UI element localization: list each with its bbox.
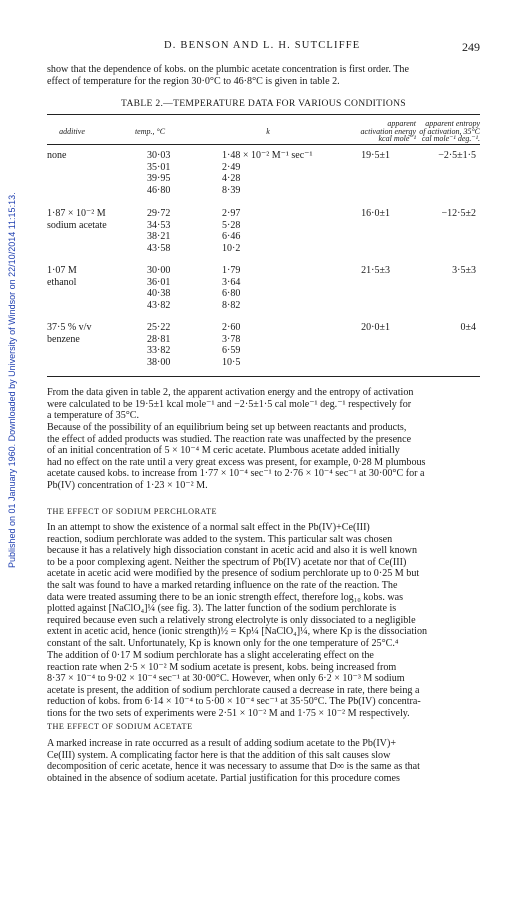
text-line: reduction of kobs. from 6·14 × 10⁻⁴ to 5·00 × 10⁻⁴ sec⁻¹ at 35·50°C. The Pb(IV) concentra- bbox=[47, 696, 421, 708]
cell-temp: 28·81 bbox=[147, 333, 171, 345]
text-line: to be a poor complexing agent. Neither the spectrum of Pb(IV) acetate nor that of Ce(III) bbox=[47, 556, 407, 568]
cell-k: 10·5 bbox=[222, 357, 241, 369]
text-line: were calculated to be 19·5±1 kcal mole⁻¹ and −2·5±1·5 cal mole⁻¹ deg.⁻¹ respectively for bbox=[47, 398, 412, 410]
text-line: obtained in the absence of sodium acetate. Partial justification for this procedure comes bbox=[47, 772, 400, 784]
cell-temp: 25·22 bbox=[147, 322, 171, 333]
cell-k: 8·82 bbox=[222, 300, 241, 312]
cell-temp: 30·00 bbox=[147, 265, 171, 276]
text-line: acetate in acetic acid were modified by the presence of sodium perchlorate up to 0·25 M but bbox=[47, 568, 420, 580]
cell-temp: 30·03 bbox=[147, 150, 171, 161]
paragraph-perchlorate-addition bbox=[47, 650, 480, 720]
text-line: a temperature of 35°C. bbox=[47, 410, 140, 422]
entropy-header-line: apparent entropy bbox=[425, 119, 480, 128]
text-line: had no effect on the rate until a very great excess was present, for example, 0·28 M plumbous bbox=[47, 456, 426, 468]
text-line: plotted against [NaClO₄]¼ (see fig. 3). The latter function of the sodium perchlorate is bbox=[47, 603, 397, 615]
col-header-entropy bbox=[416, 120, 480, 143]
energy-header-line: apparent bbox=[387, 119, 416, 128]
cell-k: 2·97 bbox=[222, 208, 241, 219]
cell-temp: 39·95 bbox=[147, 173, 171, 185]
running-header bbox=[46, 40, 480, 54]
cell-temp: 33·82 bbox=[147, 345, 171, 357]
cell-k: 2·60 bbox=[222, 322, 241, 333]
text-line: effect of temperature for the region 30·0°C to 46·8°C is given in table 2. bbox=[47, 75, 340, 87]
table-header-rule bbox=[47, 144, 480, 145]
cell-k: 6·59 bbox=[222, 345, 241, 357]
download-watermark: Published on 01 January 1960. Downloaded by University of Windsor on 22/10/2014 11:15:13. bbox=[7, 192, 17, 568]
text-line: acetate is present, the addition of sodium perchlorate caused a decrease in rate, there being a bbox=[47, 684, 420, 696]
section-heading-perchlorate: THE EFFECT OF SODIUM PERCHLORATE bbox=[47, 507, 218, 516]
paragraph-equilibrium bbox=[47, 422, 480, 492]
cell-k: 3·64 bbox=[222, 276, 241, 288]
text-line: 8·37 × 10⁻⁴ to 9·02 × 10⁻⁴ sec⁻¹ at 30·00°C. However, when only 6·2 × 10⁻³ M sodium bbox=[47, 673, 405, 685]
cell-activation-energy: 20·0±1 bbox=[361, 322, 390, 333]
cell-temp: 43·58 bbox=[147, 243, 171, 255]
cell-temp: 29·72 bbox=[147, 208, 171, 219]
col-header-k: k bbox=[266, 127, 270, 136]
table-top-rule bbox=[47, 114, 480, 115]
table-caption: TABLE 2.—TEMPERATURE DATA FOR VARIOUS CONDITIONS bbox=[121, 98, 406, 109]
cell-additive: 1·87 × 10⁻² M bbox=[47, 208, 106, 219]
header-authors: D. BENSON AND L. H. SUTCLIFFE bbox=[164, 40, 361, 51]
cell-temp: 38·21 bbox=[147, 231, 171, 243]
cell-activation-entropy: 0±4 bbox=[460, 322, 476, 333]
text-line: reaction rate when 2·5 × 10⁻² M sodium acetate is present, kobs. being increased from bbox=[47, 661, 397, 673]
cell-additive: sodium acetate bbox=[47, 219, 107, 231]
table-bottom-rule bbox=[47, 376, 480, 377]
text-line: extent in acetic acid, hence (ionic strength)½ = Kp¼ [NaClO₄]¼, where Kp is the dissociation bbox=[47, 626, 428, 638]
cell-additive: 1·07 M bbox=[47, 265, 77, 276]
cell-k: 4·28 bbox=[222, 173, 241, 185]
energy-header-line: activation energy bbox=[360, 126, 416, 136]
cell-k: 6·80 bbox=[222, 288, 241, 300]
cell-k: 10·2 bbox=[222, 243, 241, 255]
text-line: In an attempt to show the existence of a normal salt effect in the Pb(IV)+Ce(III) bbox=[47, 522, 370, 533]
cell-temp: 43·82 bbox=[147, 300, 171, 312]
cell-additive: benzene bbox=[47, 333, 80, 345]
text-line: acetate caused kobs. to increase from 1·77 × 10⁻⁴ sec⁻¹ to 2·76 × 10⁻⁴ sec⁻¹ at 30·00°C for a bbox=[47, 468, 425, 480]
text-line: A marked increase in rate occurred as a result of adding sodium acetate to the Pb(IV)+ bbox=[47, 738, 397, 749]
cell-additive: none bbox=[47, 150, 67, 161]
text-line: Because of the possibility of an equilibrium being set up between reactants and products, bbox=[47, 422, 407, 433]
text-line: Pb(IV) concentration of 1·23 × 10⁻² M. bbox=[47, 479, 208, 491]
text-line: the salt was found to have a marked retarding influence on the rate of the reaction. The bbox=[47, 579, 398, 591]
text-line: of an initial concentration of 5 × 10⁻⁴ M ceric acetate. Plumbous acetate added initially bbox=[47, 445, 400, 457]
section-heading-sodium-acetate: THE EFFECT OF SODIUM ACETATE bbox=[47, 722, 193, 731]
cell-activation-energy: 19·5±1 bbox=[361, 150, 390, 161]
cell-temp: 34·53 bbox=[147, 219, 171, 231]
entropy-header-line: cal mole⁻¹ deg.⁻¹. bbox=[421, 134, 480, 143]
cell-activation-entropy: −2·5±1·5 bbox=[438, 150, 476, 161]
cell-additive: 37·5 % v/v bbox=[47, 322, 92, 333]
cell-activation-energy: 16·0±1 bbox=[361, 208, 390, 219]
text-line: the effect of added products was studied. The reaction rate was unaffected by the presence bbox=[47, 433, 412, 445]
entropy-header-line: of activation, 35°C bbox=[419, 126, 480, 136]
text-line: show that the dependence of kobs. on the plumbic acetate concentration is first order. The bbox=[47, 64, 409, 75]
text-line: constant of the salt. Unfortunately, Kp is known only for the one temperature of 25°C.⁴ bbox=[47, 637, 399, 649]
cell-activation-energy: 21·5±3 bbox=[361, 265, 390, 276]
col-header-temp: temp., °C bbox=[134, 127, 166, 136]
text-line: The addition of 0·17 M sodium perchlorate has a slight accelerating effect on the bbox=[47, 650, 374, 661]
cell-k: 1·79 bbox=[222, 265, 241, 276]
cell-temp: 36·01 bbox=[147, 276, 171, 288]
cell-k: 5·28 bbox=[222, 219, 241, 231]
cell-k: 8·39 bbox=[222, 185, 241, 197]
cell-k: 1·48 × 10⁻² M⁻¹ sec⁻¹ bbox=[222, 150, 313, 161]
text-line: required because even such a relatively strong electrolyte is only dissociated to a negligible bbox=[47, 614, 416, 626]
cell-additive: ethanol bbox=[47, 276, 77, 288]
text-line: decomposition of ceric acetate, hence it was necessary to assume that D∞ is the same as that bbox=[47, 761, 420, 773]
text-line: data were treated assuming there to be an ionic strength effect, therefore log₁₀ kobs. was bbox=[47, 591, 404, 603]
paragraph-perchlorate bbox=[47, 522, 480, 650]
text-line: reaction, sodium perchlorate was added to the system. This particular salt was chosen bbox=[47, 533, 393, 545]
col-header-additive: additive bbox=[59, 127, 85, 136]
cell-temp: 38·00 bbox=[147, 357, 171, 369]
paragraph-sodium-acetate bbox=[47, 738, 480, 784]
text-line: Ce(III) system. A complicating factor here is that the addition of this salt causes slow bbox=[47, 749, 391, 761]
col-header-energy bbox=[330, 120, 416, 143]
paragraph-activation-summary bbox=[47, 387, 480, 422]
text-line: because it has a relatively high dissociation constant in acetic acid and also it is well known bbox=[47, 545, 417, 557]
cell-temp: 40·38 bbox=[147, 288, 171, 300]
text-line: From the data given in table 2, the apparent activation energy and the entropy of activation bbox=[47, 387, 414, 398]
cell-k: 2·49 bbox=[222, 161, 241, 173]
energy-header-line: kcal mole⁻¹ bbox=[378, 134, 416, 143]
page-number: 249 bbox=[462, 40, 480, 54]
cell-temp: 46·80 bbox=[147, 185, 171, 197]
cell-activation-entropy: −12·5±2 bbox=[441, 208, 476, 219]
text-line: tions for the two sets of experiments were 2·51 × 10⁻² M and 1·75 × 10⁻² M respectively. bbox=[47, 707, 410, 719]
cell-k: 3·78 bbox=[222, 333, 241, 345]
cell-k: 6·46 bbox=[222, 231, 241, 243]
cell-temp: 35·01 bbox=[147, 161, 171, 173]
cell-activation-entropy: 3·5±3 bbox=[452, 265, 476, 276]
intro-paragraph bbox=[47, 64, 480, 87]
